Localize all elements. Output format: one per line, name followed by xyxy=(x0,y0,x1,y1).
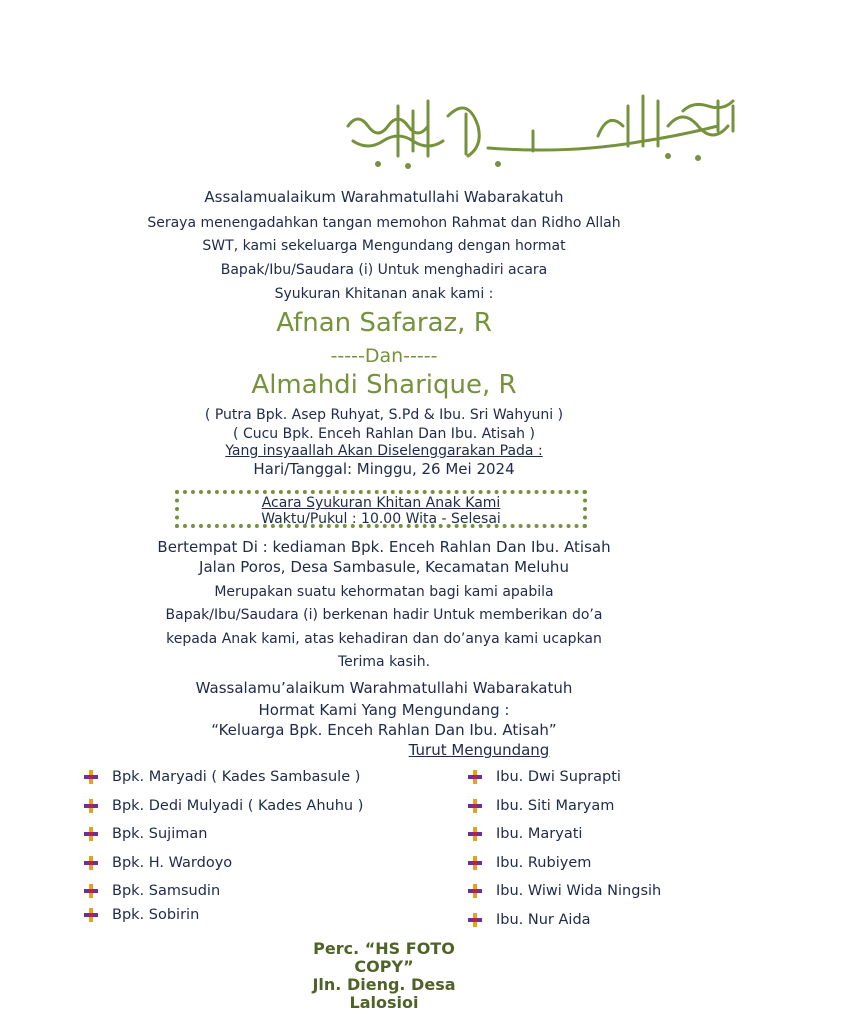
closing-line: Merupakan suatu kehormatan bagi kami apabila xyxy=(214,584,554,600)
cross-bullet-icon xyxy=(468,884,482,898)
cross-bullet-icon xyxy=(84,770,98,784)
venue-line: Bertempat Di : kediaman Bpk. Enceh Rahlan Dan Ibu. Atisah xyxy=(157,538,611,556)
closing-line: Bapak/Ibu/Saudara (i) berkenan hadir Untuk memberikan do’a xyxy=(165,607,603,623)
child-name-1: Afnan Safaraz, R xyxy=(276,308,492,338)
cross-bullet-icon xyxy=(468,827,482,841)
co-inviter-name: Ibu. Rubiyem xyxy=(496,855,592,871)
closing-line: Terima kasih. xyxy=(337,654,431,670)
parents-line: ( Putra Bpk. Asep Ruhyat, S.Pd & Ibu. Sri Wahyuni ) xyxy=(204,407,564,423)
list-item xyxy=(84,767,444,787)
event-box xyxy=(175,490,587,528)
footer-line: Lalosioi xyxy=(349,993,419,1012)
co-inviter-name: Ibu. Dwi Suprapti xyxy=(496,769,621,785)
greeting: Assalamualaikum Warahmatullahi Wabarakatuh xyxy=(204,188,564,206)
venue-line: Jalan Poros, Desa Sambasule, Kecamatan Meluhu xyxy=(199,558,569,576)
list-item xyxy=(468,853,758,873)
list-item xyxy=(84,881,444,901)
footer-line: Perc. “HS FOTO xyxy=(313,939,455,958)
list-item xyxy=(84,796,444,816)
co-inviter-name: Bpk. H. Wardoyo xyxy=(112,855,233,871)
host-name: “Keluarga Bpk. Enceh Rahlan Dan Ibu. Atisah” xyxy=(211,721,557,739)
co-inviter-name: Ibu. Siti Maryam xyxy=(496,798,615,814)
cross-bullet-icon xyxy=(84,799,98,813)
list-item xyxy=(84,853,444,873)
list-item xyxy=(84,905,444,925)
list-item xyxy=(468,767,758,787)
list-item xyxy=(468,910,758,930)
co-inviter-name: Bpk. Sobirin xyxy=(112,907,200,923)
name-separator: -----Dan----- xyxy=(330,345,438,367)
cross-bullet-icon xyxy=(84,908,98,922)
list-item xyxy=(468,796,758,816)
closing-line: kepada Anak kami, atas kehadiran dan do’anya kami ucapkan xyxy=(166,631,602,647)
co-inviter-name: Bpk. Maryadi ( Kades Sambasule ) xyxy=(112,769,361,785)
grandparents-line: ( Cucu Bpk. Enceh Rahlan Dan Ibu. Atisah ) xyxy=(233,426,535,442)
cross-bullet-icon xyxy=(468,770,482,784)
co-inviter-name: Bpk. Samsudin xyxy=(112,883,221,899)
event-title: Acara Syukuran Khitan Anak Kami xyxy=(261,495,501,511)
co-inviter-name: Ibu. Maryati xyxy=(496,826,583,842)
farewell: Wassalamu’alaikum Warahmatullahi Wabarakatuh xyxy=(195,679,573,697)
co-inviter-name: Ibu. Wiwi Wida Ningsih xyxy=(496,883,662,899)
cross-bullet-icon xyxy=(468,913,482,927)
child-name-2: Almahdi Sharique, R xyxy=(251,370,517,400)
intro-line: SWT, kami sekeluarga Mengundang dengan hormat xyxy=(202,238,566,254)
intro-line: Bapak/Ibu/Saudara (i) Untuk menghadiri acara xyxy=(220,262,548,278)
host-label: Hormat Kami Yang Mengundang : xyxy=(258,701,510,719)
event-time: Waktu/Pukul : 10.00 Wita - Selesai xyxy=(261,511,501,527)
bismillah-calligraphy-icon xyxy=(338,86,748,186)
footer-line: Jln. Dieng. Desa xyxy=(312,975,456,994)
event-date: Hari/Tanggal: Minggu, 26 Mei 2024 xyxy=(253,460,515,478)
list-item xyxy=(468,824,758,844)
co-inviter-name: Bpk. Dedi Mulyadi ( Kades Ahuhu ) xyxy=(112,798,364,814)
intro-line: Syukuran Khitanan anak kami : xyxy=(274,286,494,302)
list-item xyxy=(468,881,758,901)
co-inviters-heading: Turut Mengundang xyxy=(408,741,550,759)
cross-bullet-icon xyxy=(84,827,98,841)
cross-bullet-icon xyxy=(84,884,98,898)
footer-line: COPY” xyxy=(354,957,414,976)
list-item xyxy=(84,824,444,844)
co-inviter-name: Bpk. Sujiman xyxy=(112,826,208,842)
cross-bullet-icon xyxy=(468,799,482,813)
intro-line: Seraya menengadahkan tangan memohon Rahmat dan Ridho Allah xyxy=(147,215,621,231)
schedule-heading: Yang insyaallah Akan Diselenggarakan Pada : xyxy=(225,443,543,459)
cross-bullet-icon xyxy=(84,856,98,870)
footer-clip xyxy=(0,938,768,1012)
co-inviter-name: Ibu. Nur Aida xyxy=(496,912,591,928)
cross-bullet-icon xyxy=(468,856,482,870)
